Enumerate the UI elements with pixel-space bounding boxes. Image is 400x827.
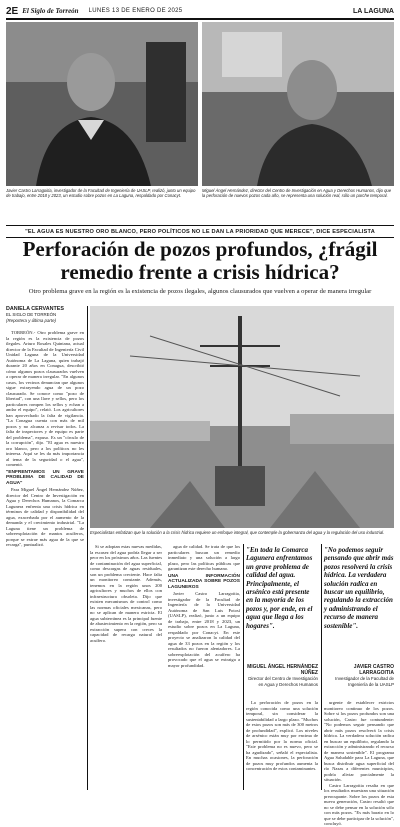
column-rule xyxy=(243,544,244,790)
article-column-3 xyxy=(168,544,240,790)
kicker-quote: "EL AGUA ES NUESTRO ORO BLANCO, PERO POLÍTICOS NO LE DAN LA PRIORIDAD QUE MERECE", DICE ESPECIALISTA xyxy=(6,225,394,238)
pull-quote-text: "No podemos seguir pensando que abrir más pozos resolverá la crisis hídrica. La verdadera solución radica en buscar un equilibrio, regulando la extracción y administrando el recurso de manera sostenible". xyxy=(324,546,394,630)
paragraph: La perforación de pozos en la región conocida como una solución temporal, sin considerar la sustentabilidad a largo plazo. "Muchos de estos pozos son más de 300 metros de profundidad", explicó. Los niveles de arsénico están muy por encima de lo permitido por la norma oficial. "Este problema no es nuevo, pero se ha agudizado", señaló el especialista. En muchas ocasiones, la perforación de pozos muy profundos aumenta la concentración de estos contaminantes. xyxy=(246,700,318,771)
caption-center: Especialistas enfatizan que la solución a la crisis hídrica requiere un enfoque integral, que contemple la gobernanza del agua y la regulación del uso industrial. xyxy=(90,530,385,535)
article-column-2 xyxy=(90,544,162,790)
well-scene-illustration xyxy=(90,306,394,528)
photo-well-drilling xyxy=(90,306,394,528)
pull-quote-attribution xyxy=(246,664,318,687)
issue-date: LUNES 13 DE ENERO DE 2025 xyxy=(88,8,183,14)
attribution-role: Investigador de la Facultad de Ingeniería de la UASLP xyxy=(335,676,394,687)
caption-right: Miguel Ángel Hernández, director del Centro de Investigación en Agua y Derechos Humanos, dijo que la perforación de nuevos pozos cada año, se representa una solución real, sólo un parche temporal. xyxy=(202,188,392,199)
pull-quote-attribution xyxy=(324,664,394,687)
caption-left: Javier Castro Larragoitia, investigador de la Facultad de Ingeniería de UASLP, realizó, junto un equipo de trabajo, entre 2018 y 2023, un estudio sobre pozos en La Laguna, respaldado por Conacyt. xyxy=(6,188,196,199)
subheading: UNA INFORMACIÓN ACTUALIZADA SOBRE POZOS LAGUNEROS xyxy=(168,573,240,590)
paragraph: Javier Castro Larragoitia, investigador de la Facultad de Ingeniería de la Universidad Autónoma de San Luis Potosí (UASLP), realizó, junto a un equipo de trabajo, entre 2018 y 2023, un estudio sobre pozos en La Laguna, respaldado por Conacyt. En este proyecto se analizaron la calidad del agua de 33 pozos en la región y los resultados no fueron alentadores. La sobreexplotación del acuífero ha provocado que el agua se extraiga a mayor profundidad. xyxy=(168,591,240,668)
paragraph: Castro Larragoitia resalta en que los resultados muestran una situación preocupante. Sobre los pozos de esta nueva generación, Castro resaltó que no se debe pensar en la solución sólo con más pozos. "Es más barato en lo que se debe participar de la solución", concluyó. xyxy=(324,782,394,826)
paragraph: Para Miguel Ángel Hernández Núñez, director del Centro de Investigación en Agua y Derechos Humanos, la Comarca Lagunera enfrenta una crisis hídrica en términos de calidad y disponibilidad del agua, exacerbada por el aumento de la demanda y el crecimiento industrial. "La Laguna tiene un problema de sobreexplotación de mantos acuíferos, porque se extrae más agua de la que se recarga", puntualizó. xyxy=(6,487,84,548)
newspaper-logo: El Siglo de Torreón xyxy=(22,7,79,15)
attribution-name: JAVIER CASTRO LARRAGOITIA xyxy=(353,664,394,677)
author-role: (Reportera y última parte) xyxy=(6,318,57,323)
column-rule xyxy=(87,306,88,790)
attribution-role: Director del Centro de Investigación en Agua y Derechos Humanos xyxy=(248,676,318,687)
author-outlet: EL SIGLO DE TORREÓN xyxy=(6,312,57,317)
section-name: LA LAGUNA xyxy=(353,7,394,15)
pull-quote-castro xyxy=(324,546,394,630)
paragraph: Si se adoptan estas nuevas medidas, la escasez del agua podría llegar a ser peor en los próximos años. Las fuentes de contaminación del agua superficial, como descargas de aguas residuales, son un problema creciente. Hace falta un monitoreo constante. Además, tenemos en la región unos 200 agricultores y muchos de ellos con infraestructura obsoleta. Dijo que existen mecanismos de control como las normas oficiales mexicanas, pero no se aplican de manera estricta. El agua subterránea es la principal fuente de abastecimiento en la región, pero su extracción supera con creces la capacidad de recarga natural del acuífero. xyxy=(90,544,162,643)
article-column-1 xyxy=(6,330,84,790)
page-header xyxy=(6,4,394,20)
photo-javier-castro xyxy=(6,22,198,186)
portrait-illustration xyxy=(6,22,198,186)
paragraph: agua de calidad. Se trata de que los particulares buscan un remedio inmediato y una solución a largo plazo, pero las políticas públicas que garantizan este derecho humano. xyxy=(168,544,240,571)
byline xyxy=(6,306,84,324)
pull-quote-hernandez xyxy=(246,546,318,630)
column-rule xyxy=(321,544,322,790)
portrait-illustration xyxy=(202,22,394,186)
paragraph: TORREÓN.- Otro problema grave en la región es la existencia de pozos ilegales. Arturo Rosales Quintana, actual director de la Facultad de Ingeniería Civil Unidad Laguna de la Universidad Autónoma de La Laguna, quien trabajó durante 20 años en Conagua, describió cómo algunos pozos clausurados vuelven a operar de manera irregular. "En algunos casos, los vecinos denuncian que algunos sigue extrayendo agua de un pozo clausurado. Se conoce como "pozo de libertad", con una llave y sellos, pero los particulares rompen los sellos y echan a andar el equipo", relató. Los agricultores han aprovechado la falta de vigilancia. "La Conagua cuenta con más de mil pozos y no alcanza a revisar todos. La falta de inspectores y de equipo es parte del problema", expuso. Es un "círculo de la corrupción", dijo. "El agua es nuestro oro blanco, pero a los políticos no les interesa. Aquí se les da más importancia al tema de la seguridad o el agua", comentó. xyxy=(6,330,84,467)
paragraph: urgente de establecer estrictos monitoreo continuo de los pozos. Sobre si los pozos profundos son una solución, Castro fue contundente: "No podemos seguir pensando que abrir más pozos resolverá la crisis hídrica. La verdadera solución radica en buscar un equilibrio, regulando la extracción y administrando el recurso de manera sostenible". El programa Agua Saludable para La Laguna, que busca distribuir agua superficial del río Nazas a diferentes municipios, podría aliviar parcialmente la situación. xyxy=(324,700,394,782)
author-name: DANIELA CERVANTES xyxy=(6,306,65,312)
pull-quote-text: "En toda la Comarca Lagunera enfrentamos un grave problema de calidad del agua. Principalmente, el arsénico está presente en la mayoría de los pozos y, por ende, en el agua que llega a los hogares". xyxy=(246,546,313,630)
page-number: 2E xyxy=(6,5,19,17)
article-column-4 xyxy=(246,700,318,790)
attribution-name: MIGUEL ÁNGEL HERNÁNDEZ NÚÑEZ xyxy=(247,664,318,677)
subheadline: Otro problema grave en la región es la existencia de pozos ilegales, algunos clausurados que vuelven a operar de manera irregular xyxy=(28,288,372,295)
article-column-5 xyxy=(324,700,394,826)
subheading: "ENFRENTAMOS UN GRAVE PROBLEMA DE CALIDAD DE AGUA" xyxy=(6,469,84,486)
headline: Perforación de pozos profundos, ¿frágil remedio frente a crisis hídrica? xyxy=(22,237,378,284)
photo-miguel-hernandez xyxy=(202,22,394,186)
